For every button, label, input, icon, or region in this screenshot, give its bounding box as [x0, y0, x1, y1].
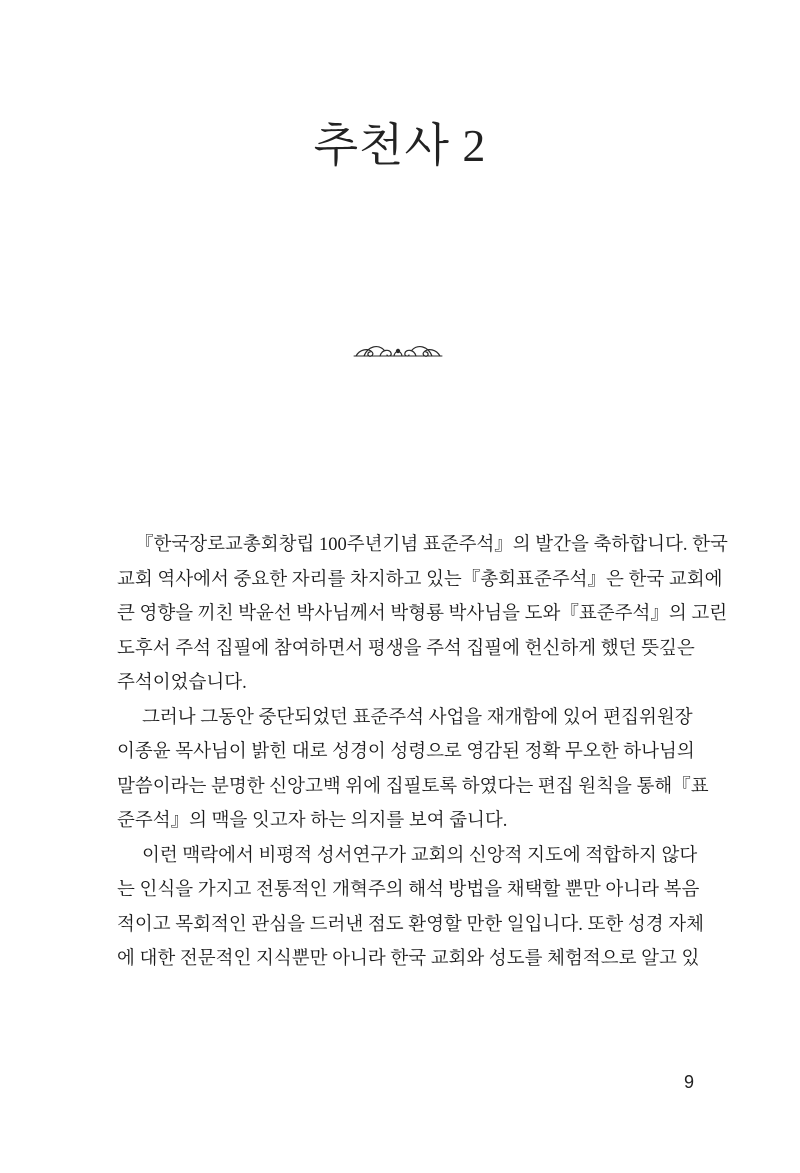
text-line: 교회 역사에서 중요한 자리를 차지하고 있는『총회표준주석』은 한국 교회에: [117, 569, 723, 590]
paragraph: [117, 839, 705, 977]
text-line: 말씀이라는 분명한 신앙고백 위에 집필토록 하였다는 편집 원칙을 통해『표: [117, 776, 709, 797]
text-line: 큰 영향을 끼친 박윤선 박사님께서 박형룡 박사님을 도와『표준주석』의 고린: [117, 604, 728, 624]
page-number: 9: [683, 1072, 694, 1092]
text-line: 는 인식을 가지고 전통적인 개혁주의 해석 방법을 채택할 뿐만 아니라 복음: [117, 880, 700, 900]
text-line: 이런 맥락에서 비평적 성서연구가 교회의 신앙적 지도에 적합하지 않다: [142, 845, 698, 866]
text-line: 주석이었습니다.: [117, 673, 247, 693]
text-line: 준주석』의 맥을 잇고자 하는 의지를 보여 줍니다.: [117, 811, 508, 831]
floral-divider-icon: [350, 340, 446, 362]
paragraph: [117, 701, 709, 839]
text-line: 에 대한 전문적인 지식뿐만 아니라 한국 교회와 성도를 체험적으로 알고 있: [117, 949, 700, 969]
text-line: 이종윤 목사님이 밝힌 대로 성경이 성령으로 영감된 정확 무오한 하나님의: [117, 742, 695, 762]
text-line: 적이고 목회적인 관심을 드러낸 점도 환영할 만한 일입니다. 또한 성경 자체: [117, 914, 705, 935]
page-title: 추천사 2: [313, 120, 487, 171]
text-line: 『한국장로교총회창립 100주년기념 표준주석』의 발간을 축하합니다. 한국: [135, 535, 728, 555]
paragraph: [117, 528, 728, 701]
text-line: 도후서 주석 집필에 참여하면서 평생을 주석 집필에 헌신하게 했던 뜻깊은: [117, 638, 695, 659]
text-line: 그러나 그동안 중단되었던 표준주석 사업을 재개함에 있어 편집위원장: [142, 707, 693, 728]
recommendation-body: [117, 528, 728, 977]
